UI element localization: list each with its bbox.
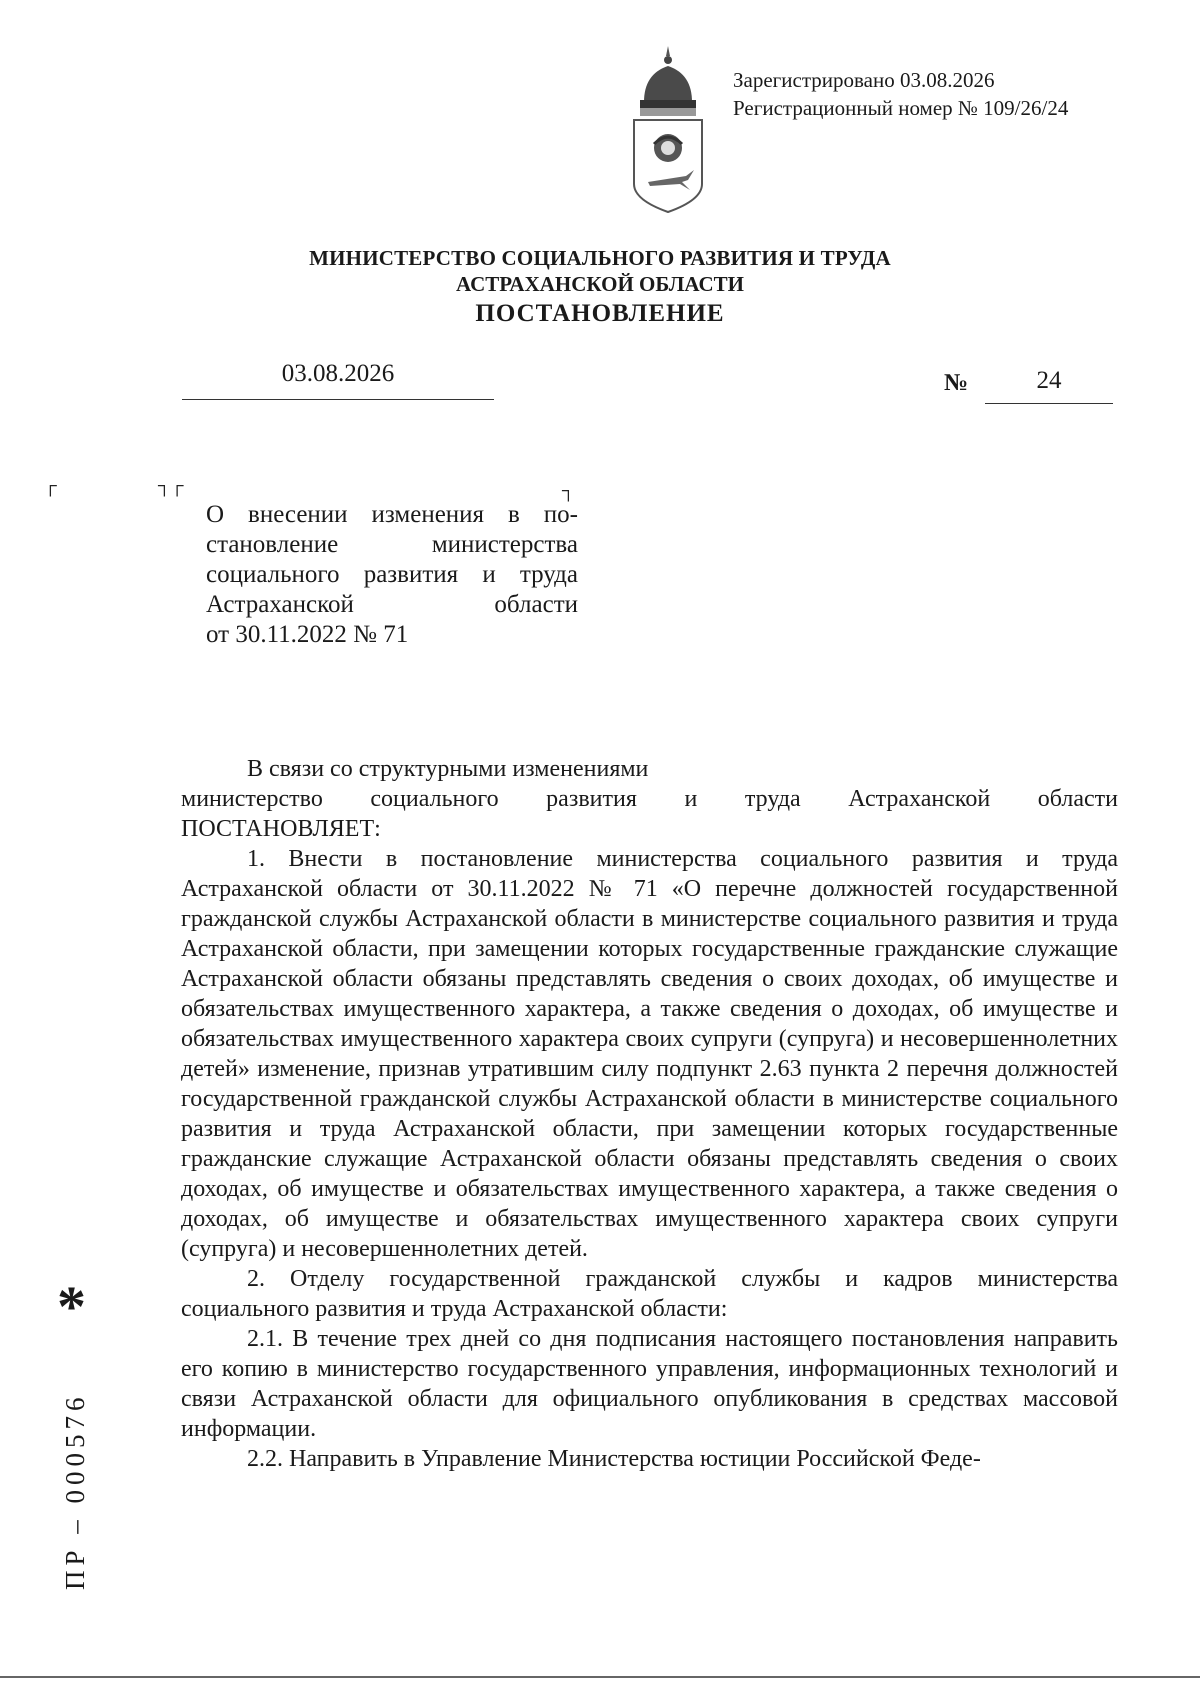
corner-mark-mid: ┐┌ xyxy=(158,475,184,495)
subject-line: от 30.11.2022 № 71 xyxy=(206,621,409,648)
subject-line: Астраханской области xyxy=(206,591,578,618)
margin-star-mark: * xyxy=(57,1274,86,1339)
ministry-name-line1: МИНИСТЕРСТВО СОЦИАЛЬНОГО РАЗВИТИЯ И ТРУДА xyxy=(309,246,891,270)
document-type: ПОСТАНОВЛЕНИЕ xyxy=(475,300,725,327)
intro-line: министерство социального развития и труда Астраханской области xyxy=(181,786,1118,812)
paragraph-2-2: 2.2. Направить в Управление Министерства юстиции Российской Феде- xyxy=(247,1446,981,1472)
number-sign: № xyxy=(944,370,969,396)
subject-line: социального развития и труда xyxy=(206,561,578,588)
decree-word: ПОСТАНОВЛЯЕТ: xyxy=(181,816,381,842)
form-serial-number: ПР – 000576 xyxy=(60,1392,90,1590)
page-bottom-rule xyxy=(0,1676,1200,1678)
document-number: 24 xyxy=(1036,367,1062,394)
paragraph-1: 1. Внести в постановление министерства социального развития и труда Астраханской области от 30.11.2022 № 71 «О перечне должностей государственной гражданской службы Астраханской области в министерстве социального развития и труда Астраханской области, при замещении которых государственные гражданские служащие Астраханской области обязаны представлять сведения о своих доходах, об имуществе и обязательствах имущественного характера, а также сведения о доходах, об имуществе и обязательствах имущественного характера своих супруги (супруга) и несовершеннолетних детей» изменение, признав утратившим силу подпункт 2.63 пункта 2 перечня должностей государственной гражданской службы Астраханской области в министерстве социального развития и труда Астраханской области, при замещении которых государственные гражданские служащие Астраханской области обязаны представлять сведения о своих доходах, об имуществе и обязательствах имущественного характера, а также сведения о доходах, об имуществе и обязательствах имущественного характера своих супруги (супруга) и несовершеннолетних детей. xyxy=(181,846,1118,1262)
corner-mark-right: ┐ xyxy=(562,480,575,500)
number-underline xyxy=(985,403,1113,404)
registration-date: Зарегистрировано 03.08.2026 xyxy=(733,68,995,92)
intro-line: В связи со структурными изменениями xyxy=(247,756,649,782)
paragraph-2-1: 2.1. В течение трех дней со дня подписания настоящего постановления направить его копию в министерство государственного управления, информационных технологий и связи Астраханской области для официального опубликования в средствах массовой информации. xyxy=(181,1326,1118,1442)
registration-stamp xyxy=(733,66,1068,122)
paragraph-2: 2. Отделу государственной гражданской службы и кадров министерства социального развития и труда Астраханской области: xyxy=(181,1266,1118,1322)
subject-line: О внесении изменения в по- xyxy=(206,501,578,528)
coat-of-arms-emblem xyxy=(628,44,708,214)
document-subject xyxy=(206,500,578,650)
document-date: 03.08.2026 xyxy=(281,360,395,387)
date-underline xyxy=(182,399,494,400)
subject-line: становление министерства xyxy=(206,531,578,558)
registration-number: Регистрационный номер № 109/26/24 xyxy=(733,96,1069,120)
ministry-name-line2: АСТРАХАНСКОЙ ОБЛАСТИ xyxy=(455,272,745,296)
corner-mark-left: ┌ xyxy=(44,475,57,495)
document-body xyxy=(181,754,1118,1474)
